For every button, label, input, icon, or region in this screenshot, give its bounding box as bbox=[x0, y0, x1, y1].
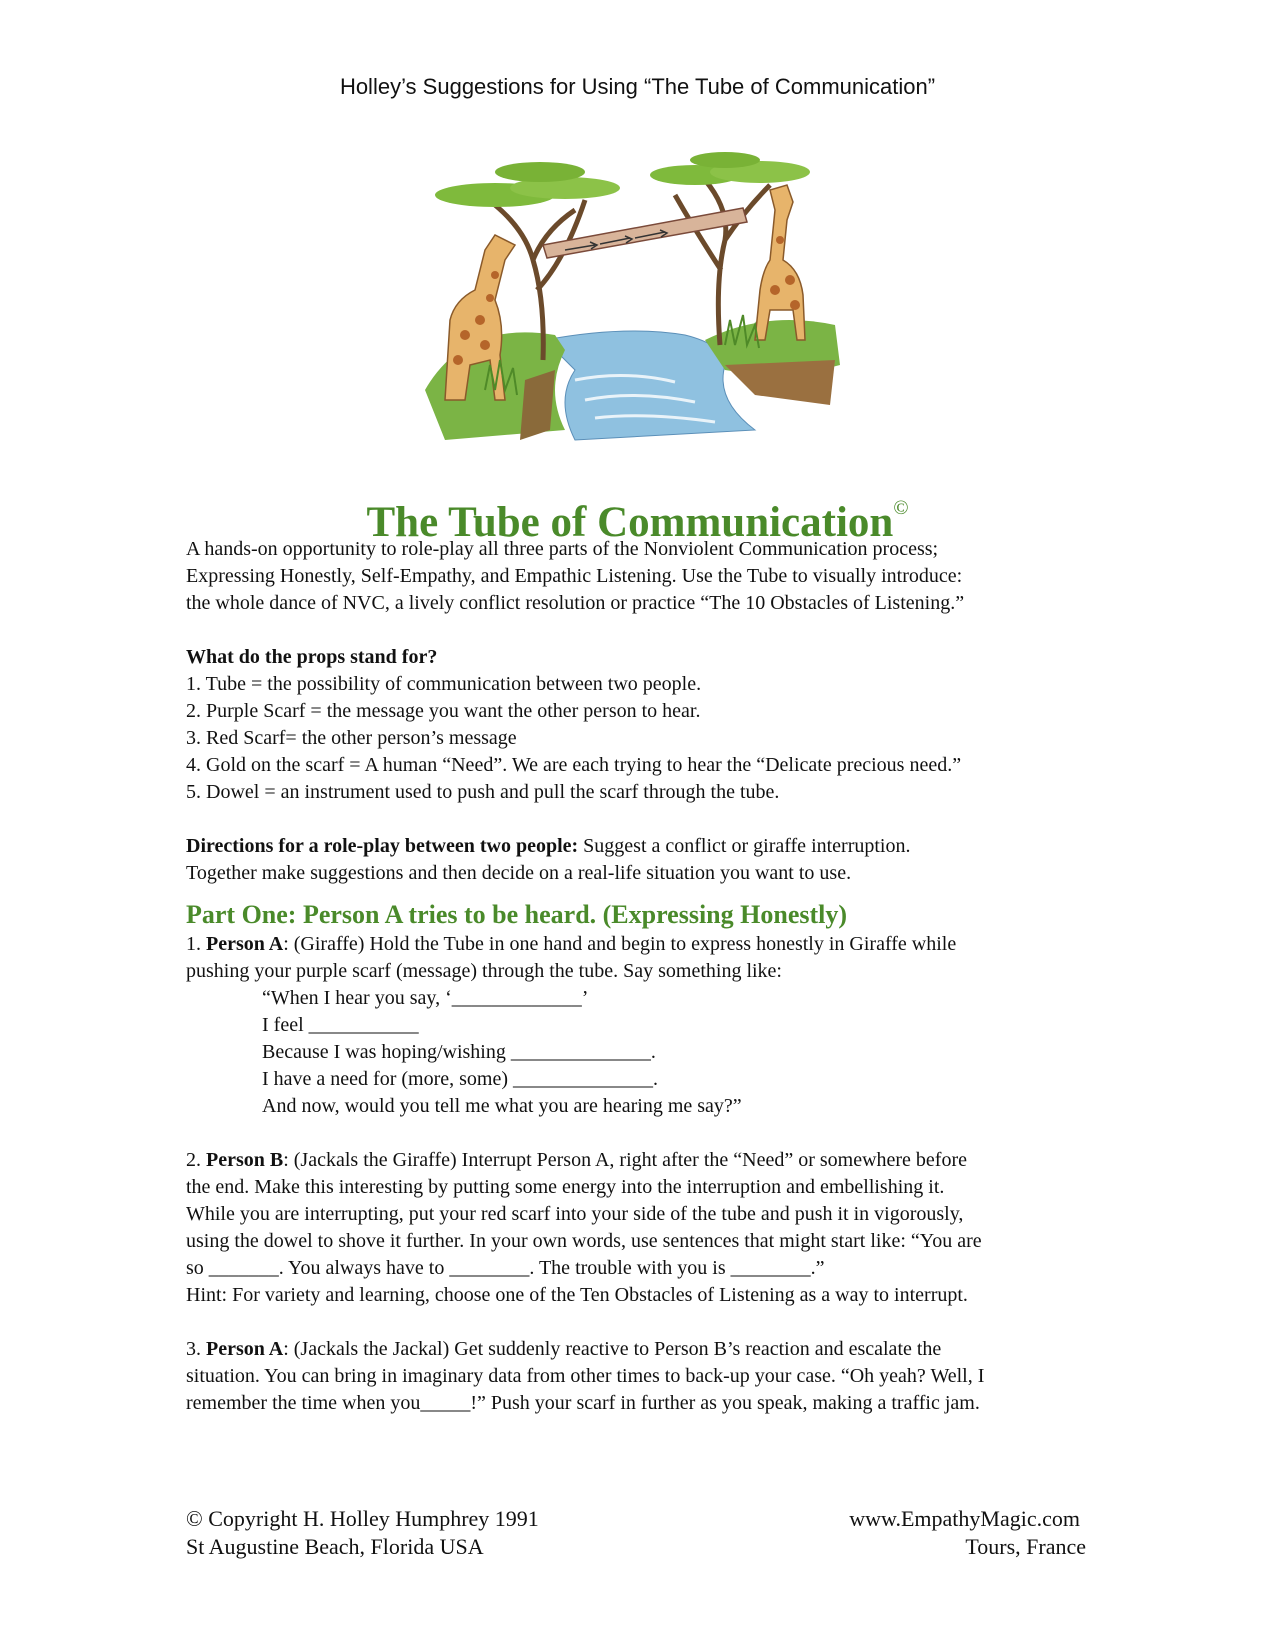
script-line: I have a need for (more, some) ______________. bbox=[262, 1068, 658, 1090]
directions-line-2: Together make suggestions and then decide on a real-life situation you want to use. bbox=[186, 862, 852, 884]
props-item: 5. Dowel = an instrument used to push and pull the scarf through the tube. bbox=[186, 781, 780, 803]
props-item: 2. Purple Scarf = the message you want the other person to hear. bbox=[186, 700, 701, 722]
part-one-heading: Part One: Person A tries to be heard. (Expressing Honestly) bbox=[186, 900, 848, 929]
directions-line bbox=[186, 833, 1106, 860]
step-text: : (Jackals the Jackal) Get suddenly reactive to Person B’s reaction and escalate the bbox=[283, 1338, 942, 1360]
copyright-mark: © bbox=[893, 497, 909, 519]
step-person: Person A bbox=[206, 933, 284, 955]
script-line: “When I hear you say, ‘_____________’ bbox=[262, 987, 589, 1009]
page-header: Holley’s Suggestions for Using “The Tube of Communication” bbox=[339, 74, 936, 99]
step-2-hint: Hint: For variety and learning, choose one of the Ten Obstacles of Listening as a way to interrupt. bbox=[186, 1284, 968, 1306]
location-left: St Augustine Beach, Florida USA bbox=[186, 1534, 484, 1559]
step-1 bbox=[186, 931, 1106, 958]
step-text: : (Jackals the Giraffe) Interrupt Person A, right after the “Need” or somewhere before bbox=[283, 1149, 968, 1171]
directions-label: Directions for a role-play between two people: bbox=[186, 835, 579, 857]
intro-line: Expressing Honestly, Self-Empathy, and Empathic Listening. Use the Tube to visually introduce: bbox=[186, 565, 963, 587]
step-2-line: using the dowel to shove it further. In your own words, use sentences that might start like: “You are bbox=[186, 1230, 982, 1252]
intro-line: A hands-on opportunity to role-play all three parts of the Nonviolent Communication process; bbox=[186, 538, 939, 560]
step-text: : (Giraffe) Hold the Tube in one hand and begin to express honestly in Giraffe while bbox=[283, 933, 957, 955]
step-number: 2. bbox=[186, 1149, 206, 1171]
step-3-line: situation. You can bring in imaginary data from other times to back-up your case. “Oh yeah? Well, I bbox=[186, 1365, 985, 1387]
giraffes-tube-illustration bbox=[425, 150, 855, 450]
step-3 bbox=[186, 1336, 1106, 1363]
script-line: Because I was hoping/wishing ______________. bbox=[262, 1041, 656, 1063]
props-item: 4. Gold on the scarf = A human “Need”. We are each trying to hear the “Delicate precious need.” bbox=[186, 754, 962, 776]
script-line: I feel ___________ bbox=[262, 1014, 419, 1036]
intro-line: the whole dance of NVC, a lively conflict resolution or practice “The 10 Obstacles of Listening.” bbox=[186, 592, 965, 614]
step-2-line: While you are interrupting, put your red scarf into your side of the tube and push it in vigorously, bbox=[186, 1203, 964, 1225]
step-person: Person A bbox=[206, 1338, 284, 1360]
document-body bbox=[186, 536, 1106, 1417]
step-number: 1. bbox=[186, 933, 206, 955]
step-3-line: remember the time when you_____!” Push your scarf in further as you speak, making a traffic jam. bbox=[186, 1392, 980, 1414]
step-1-line-2: pushing your purple scarf (message) through the tube. Say something like: bbox=[186, 960, 782, 982]
step-2-line: so _______. You always have to ________. The trouble with you is ________.” bbox=[186, 1257, 825, 1279]
props-item: 3. Red Scarf= the other person’s message bbox=[186, 727, 517, 749]
title-text: The Tube of Communication bbox=[366, 499, 894, 546]
copyright-notice: © Copyright H. Holley Humphrey 1991 bbox=[186, 1506, 539, 1531]
step-number: 3. bbox=[186, 1338, 206, 1360]
script-line: And now, would you tell me what you are hearing me say?” bbox=[262, 1095, 742, 1117]
props-item: 1. Tube = the possibility of communication between two people. bbox=[186, 673, 702, 695]
directions-text: Suggest a conflict or giraffe interruption. bbox=[578, 835, 911, 857]
location-right: Tours, France bbox=[965, 1534, 1086, 1559]
step-2 bbox=[186, 1147, 1106, 1174]
step-2-line: the end. Make this interesting by putting some energy into the interruption and embellishing it. bbox=[186, 1176, 945, 1198]
step-person: Person B bbox=[206, 1149, 284, 1171]
website-link[interactable]: www.EmpathyMagic.com bbox=[849, 1506, 1080, 1531]
props-heading: What do the props stand for? bbox=[186, 646, 438, 668]
